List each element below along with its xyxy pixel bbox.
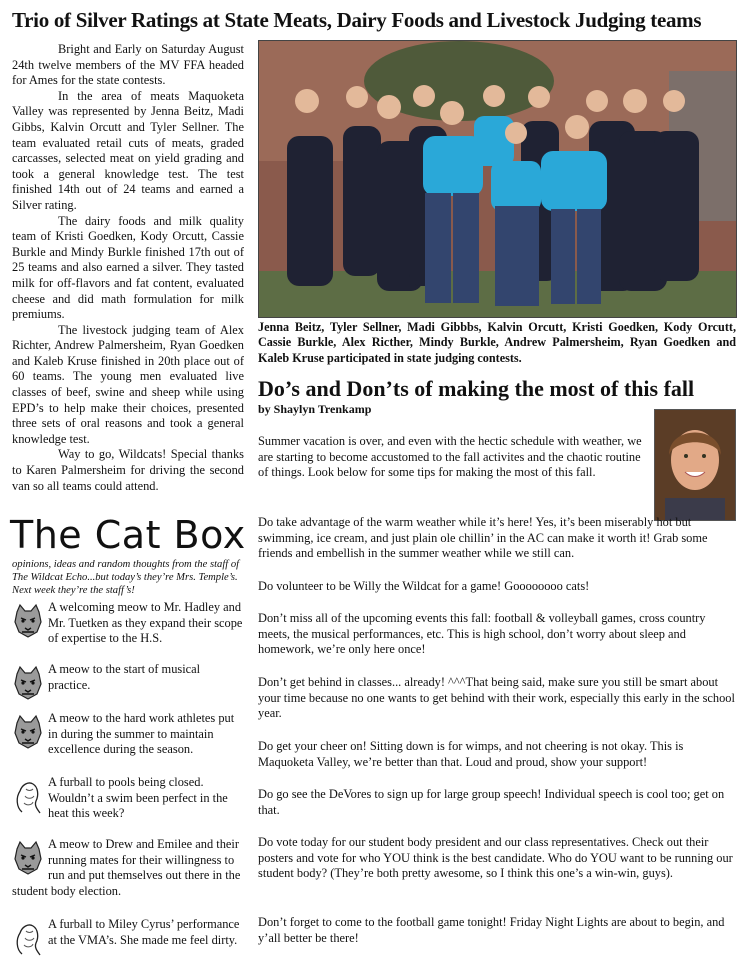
cat-box-item-text: A welcoming meow to Mr. Hadley and Mr. Tuetken as they expand their scope of expertise to the H.S.	[48, 600, 243, 646]
cat-box-item	[12, 711, 244, 758]
cat-box-title: The Cat Box	[10, 513, 246, 557]
furball-icon	[12, 919, 44, 957]
wildcat-icon	[12, 713, 44, 751]
article-paragraph: Don’t miss all of the upcoming events this fall: football & volleyball games, cross country meets, the musical performances, etc. This is high school, don’t worry about sleep and homework, we’re only here once!	[258, 611, 706, 657]
cat-box-item	[12, 662, 244, 702]
cat-box-item-text: A meow to Drew and Emilee and their running mates for their willingness to run and put themselves out there in the student body election.	[12, 837, 241, 898]
headline: Trio of Silver Ratings at State Meats, Dairy Foods and Livestock Judging teams	[12, 8, 702, 32]
article-paragraph: Do go see the DeVores to sign up for large group speech! Individual speech is cool too; get on that.	[258, 787, 725, 817]
cat-box-item-text: A furball to Miley Cyrus’ performance at the VMA’s. She made me feel dirty.	[48, 917, 240, 947]
article-paragraph: Don’t forget to come to the football game tonight! Friday Night Lights are about to begin, and y’all better be there!	[258, 915, 725, 945]
story-paragraph: Bright and Early on Saturday August 24th twelve members of the MV FFA headed for Ames for the state contests.	[12, 42, 244, 88]
cat-box-item	[12, 917, 244, 957]
wildcat-icon	[12, 602, 44, 640]
author-portrait	[654, 409, 736, 521]
cat-box-item	[12, 775, 244, 822]
story-paragraph: In the area of meats Maquoketa Valley was represented by Jenna Beitz, Madi Gibbs, Kalvin Orcutt and Tyler Sellner. The team evaluated retail cuts of meats, graded carcasses, selected meat on yield grading and took a general knowledge test. The test finished 14th out of 24 teams and earned a Silver rating.	[12, 88, 244, 212]
cat-box-item-text: A meow to the start of musical practice.	[48, 662, 201, 692]
photo-caption: Jenna Beitz, Tyler Sellner, Madi Gibbbs, Kalvin Orcutt, Kristi Goedken, Kody Orcutt, Cassie Burkle, Alex Ricther, Mindy Burkle, Andrew Palmersheim, Ryan Goedken and Kaleb Kruse participated in state judging contests.	[258, 320, 736, 365]
article-paragraph: Do vote today for our student body president and our class representatives. Check out their posters and vote for who YOU think is the best candidate. Who do YOU want to be running our student body? (They’re both pretty awesome, so I think this one’s a win-win, guys).	[258, 835, 733, 881]
cat-box-item-text: A furball to pools being closed. Wouldn’t a swim been perfect in the heat this week?	[48, 775, 228, 821]
story-paragraph: The dairy foods and milk quality team of Kristi Goedken, Kody Orcutt, Cassie Burkle and Mindy Burkle finished 17th out of 25 teams and also earned a silver. They tasted milk for off-flavors and fat content, evaluated cheese and did math formulation for milk premiums.	[12, 213, 244, 322]
article-paragraph: Do take advantage of the warm weather while it’s here! Yes, it’s been miserably hot but swimming, ice cream, and just plain ole chillin’ in the AC can make it worth it! Grab some friends and embellish in the summer weather while we still can.	[258, 515, 708, 561]
wildcat-icon	[12, 839, 44, 877]
judging-team-photo	[258, 40, 737, 318]
cat-box-item	[12, 837, 244, 899]
story-paragraph: Way to go, Wildcats! Special thanks to Karen Palmersheim for driving the second van so all teams could attend.	[12, 447, 244, 493]
article-paragraph: Don’t get behind in classes... already! ^^^That being said, make sure you still be smart about your time because no one wants to get behind with their work, especially this early in the school year.	[258, 675, 735, 721]
wildcat-icon	[12, 664, 44, 702]
article-title: Do’s and Don’ts of making the most of this fall	[258, 376, 695, 401]
article-byline: by Shaylyn Trenkamp	[258, 402, 372, 416]
cat-box-subtitle: opinions, ideas and random thoughts from the staff of The Wildcat Echo...but today’s they’re Mrs. Temple’s. Next week they’re the staff’s!	[12, 559, 240, 596]
cat-box-item-text: A meow to the hard work athletes put in during the summer to maintain excellence during the season.	[48, 711, 235, 757]
article-paragraph: Summer vacation is over, and even with the hectic schedule with weather, we are starting to become accustomed to the fall activites and the chaotic routine of things. Look below for some tips for making the most of this fall.	[258, 434, 642, 480]
furball-icon	[12, 777, 44, 815]
story-paragraph: The livestock judging team of Alex Richter, Andrew Palmersheim, Ryan Goedken and Kaleb Kruse finished in 20th place out of 60 teams. The young men evaluated live classes of beef, swine and sheep while using EPD’s to help make their choices, presented three sets of oral reasons and took a general knowledge test.	[12, 322, 244, 446]
ffa-story	[12, 42, 244, 494]
article-paragraph: Do volunteer to be Willy the Wildcat for a game! Goooooooo cats!	[258, 579, 590, 593]
article-paragraph: Do get your cheer on! Sitting down is for wimps, and not cheering is not okay. This is Maquoketa Valley, we’re better than that. Loud and proud, show your support!	[258, 739, 684, 769]
cat-box-item	[12, 600, 244, 647]
